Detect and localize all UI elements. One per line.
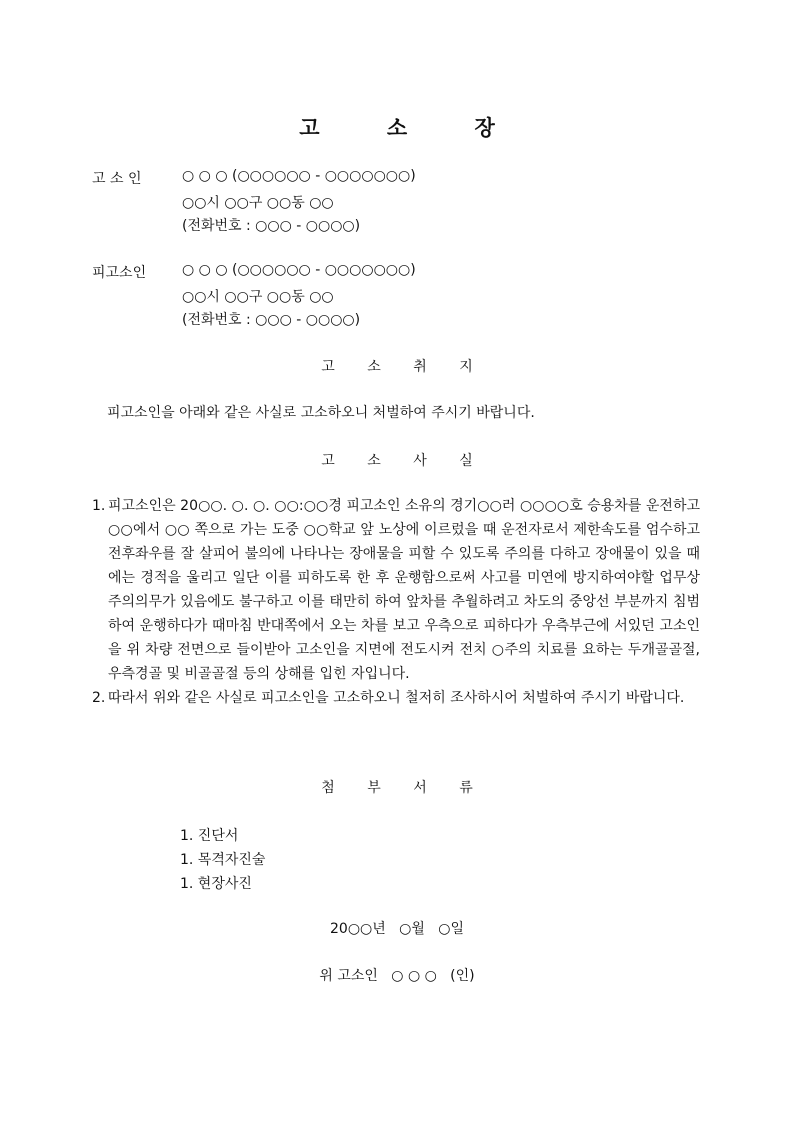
document-title: 고 소 장 (299, 116, 525, 140)
facts-heading: 고 소 사 실 (321, 453, 487, 469)
fact-text: 피고소인은 20○○. ○. ○. ○○:○○경 피고소인 소유의 경기○○러 ○○○○호 승용차를 운전하고 ○○에서 ○○ 쪽으로 가는 도중 ○○학교 앞 노상에 이르렀을 때 운전자로서 제한속도를 엄수하고 전후좌우를 잘 살피어 불의에 나타나는 장애물을 피할 수 있도록 주의를 다하고 장애물이 있을 때에는 경적을 울리고 일단 이를 피하도록 한 후 운행함으로써 사고를 미연에 방지하여야할 업무상 주의의무가 있음에도 불구하고 이를 태만히 하여 앞차를 추월하려고 차도의 중앙선 부분까지 침범하여 운행하다가 때마침 반대쪽에서 오는 차를 보고 우측으로 피하다가 우측부근에 서있던 고소인을 위 차량 전면으로 들이받아 고소인을 지면에 전도시켜 전치 ○주의 치료를 요하는 두개골골절, 우측경골 및 비골골절 등의 상해를 입힌 자입니다. (108, 498, 700, 682)
attachment-item: 1. 진단서 (180, 828, 239, 844)
attachments-list (180, 824, 265, 896)
complainant-phone: (전화번호 : ○○○ - ○○○○) (182, 218, 361, 234)
attachment-item: 1. 현장사진 (180, 876, 252, 892)
fact-number: 1. (92, 498, 106, 514)
signature-line: 위 고소인 ○ ○ ○ (인) (319, 968, 475, 984)
complainant-address: ○○시 ○○구 ○○동 ○○ (182, 195, 334, 211)
fact-text: 따라서 위와 같은 사실로 피고소인을 고소하오니 철저히 조사하시어 처벌하여 주시기 바랍니다. (108, 690, 685, 706)
defendant-phone: (전화번호 : ○○○ - ○○○○) (182, 312, 361, 328)
defendant-label: 피고소인 (92, 265, 147, 281)
fact-number: 2. (92, 690, 106, 706)
fact-item-1 (92, 494, 700, 686)
purpose-heading: 고 소 취 지 (321, 359, 487, 375)
attachment-item: 1. 목격자진술 (180, 852, 266, 868)
defendant-name: ○ ○ ○ (○○○○○○ - ○○○○○○○) (182, 262, 416, 278)
defendant-address: ○○시 ○○구 ○○동 ○○ (182, 289, 334, 305)
complainant-name: ○ ○ ○ (○○○○○○ - ○○○○○○○) (182, 168, 416, 184)
complainant-label: 고 소 인 (92, 171, 142, 187)
document-date: 20○○년 ○월 ○일 (330, 921, 464, 937)
fact-item-2 (92, 686, 700, 710)
purpose-text: 피고소인을 아래와 같은 사실로 고소하오니 처벌하여 주시기 바랍니다. (107, 405, 535, 421)
attachments-heading: 첨 부 서 류 (321, 780, 487, 796)
facts-list (92, 494, 700, 710)
